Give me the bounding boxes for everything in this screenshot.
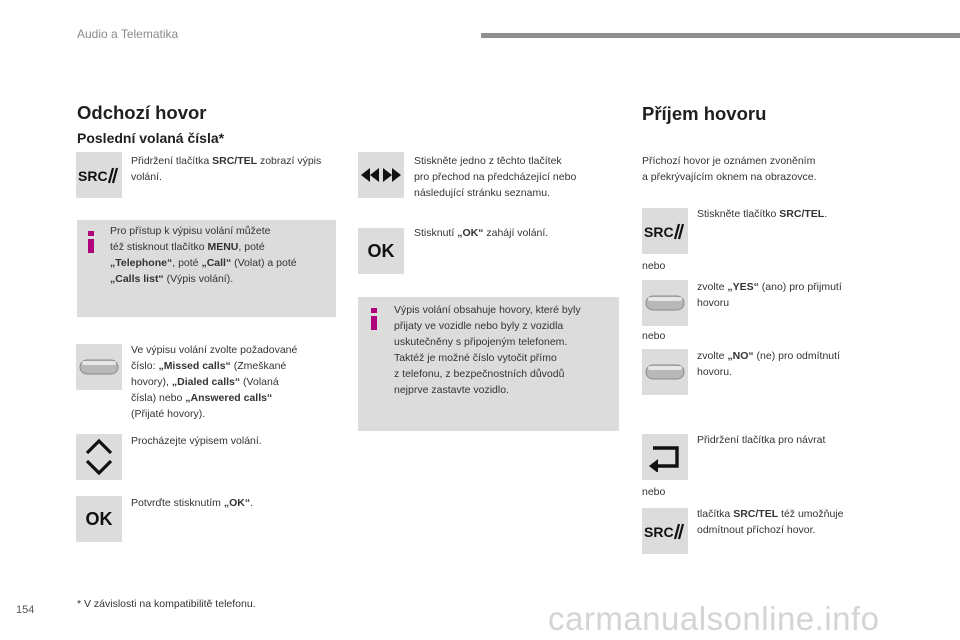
rocker-button-icon	[76, 344, 122, 390]
info-icon	[370, 308, 378, 330]
subheading-last-calls: Poslední volaná čísla*	[77, 130, 225, 146]
step-hold-src: Přidržení tlačítka SRC/TEL zobrazí výpis volání.	[131, 155, 322, 183]
rocker-button-icon	[642, 280, 688, 326]
section-heading-outgoing: Odchozí hovor	[77, 102, 207, 123]
step-src-reject: tlačítka SRC/TEL též umožňuje odmítnout příchozí hovor.	[697, 508, 844, 536]
rocker-button-icon	[642, 349, 688, 395]
step-page-navigation: Stiskněte jedno z těchto tlačítek pro přechod na předcházející nebo následující stránku seznamu.	[414, 155, 577, 199]
page-number: 154	[16, 604, 35, 616]
info-icon	[87, 231, 95, 253]
info-box-call-list: Výpis volání obsahuje hovory, které byly přijaty ve vozidle nebo byly z vozidla uskutečněny s připojeným telefonem. Taktéž je možné číslo vytočit přímo z telefonu, z bezpečnostních důvodů nejprve zastavte vozidlo.	[358, 297, 619, 431]
src-tel-button-icon	[642, 508, 688, 554]
or-label: nebo	[642, 486, 666, 498]
watermark: carmanualsonline.info	[548, 600, 880, 637]
src-tel-button-icon	[642, 208, 688, 254]
svg-text:SRC: SRC	[644, 524, 674, 540]
or-label: nebo	[642, 260, 666, 272]
step-select-number: Ve výpisu volání zvolte požadované číslo: „Missed calls“ (Zmeškané hovory), „Dialed calls“ (Volaná čísla) nebo „Answered calls“ (Přijaté hovory).	[131, 344, 298, 420]
step-scroll-list: Procházejte výpisem volání.	[131, 435, 262, 447]
step-hold-back: Přidržení tlačítka pro návrat	[697, 434, 826, 446]
step-select-no: zvolte „NO“ (ne) pro odmítnutí hovoru.	[697, 350, 840, 378]
svg-text:SRC: SRC	[644, 224, 674, 240]
prev-next-buttons-icon	[358, 152, 404, 198]
ok-button-icon: OK	[358, 228, 404, 274]
footnote: * V závislosti na kompatibilitě telefonu.	[77, 598, 256, 610]
incoming-intro: Příchozí hovor je oznámen zvoněním a překrývajícím oknem na obrazovce.	[642, 155, 817, 183]
step-confirm-ok: Potvrďte stisknutím „OK“.	[131, 497, 253, 509]
info-box-menu-access: Pro přístup k výpisu volání můžete též stisknout tlačítko MENU, poté „Telephone“, poté „Call“ (Volat) a poté „Calls list“ (Výpis volání).	[77, 220, 336, 317]
step-select-yes: zvolte „YES“ (ano) pro přijmutí hovoru	[697, 281, 842, 309]
running-header: Audio a Telematika	[77, 27, 179, 41]
section-heading-incoming: Příjem hovoru	[642, 103, 767, 124]
ok-button-icon: OK	[76, 496, 122, 542]
svg-text:SRC: SRC	[78, 168, 108, 184]
step-ok-starts-call: Stisknutí „OK“ zahájí volání.	[414, 227, 549, 239]
src-tel-button-icon	[76, 152, 122, 198]
up-down-arrows-icon	[76, 434, 122, 480]
step-press-src: Stiskněte tlačítko SRC/TEL.	[697, 208, 828, 220]
back-arrow-icon	[642, 434, 688, 480]
or-label: nebo	[642, 330, 666, 342]
header-rule	[481, 33, 960, 38]
